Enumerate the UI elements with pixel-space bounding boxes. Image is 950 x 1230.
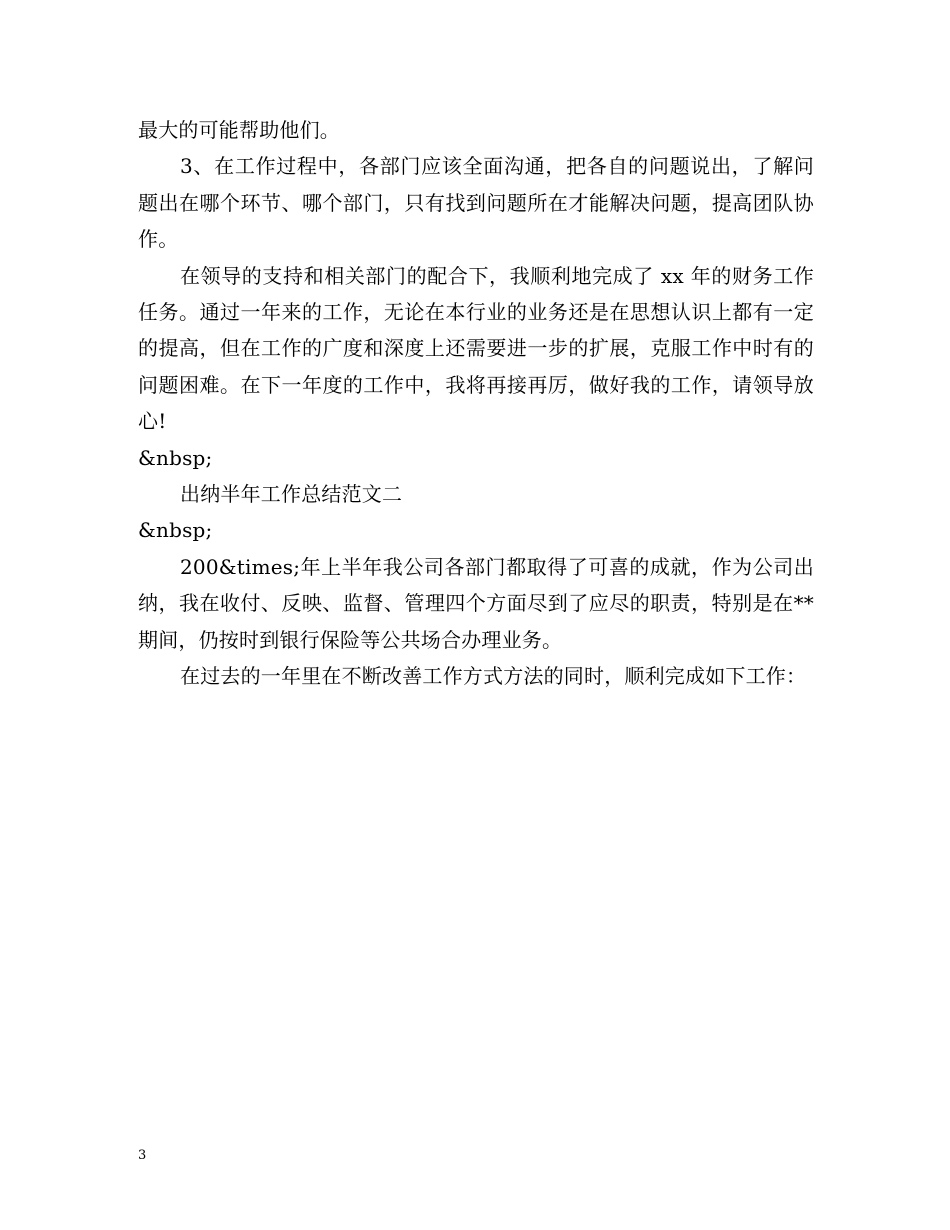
nbsp-line: &nbsp;	[138, 518, 213, 543]
paragraph-item-3: 3、在工作过程中，各部门应该全面沟通，把各自的问题说出，了解问题出在哪个环节、哪个部门，只有找到问题所在才能解决问题，提高团队协作。	[138, 154, 814, 252]
paragraph-continuation: 最大的可能帮助他们。	[138, 118, 340, 142]
paragraph-half-year-summary: 200&times;年上半年我公司各部门都取得了可喜的成就，作为公司出纳，我在收付、反映、监督、管理四个方面尽到了应尽的职责，特别是在**期间，仍按时到银行保险等公共场合办理业务。	[138, 554, 814, 652]
section-title: 出纳半年工作总结范文二	[180, 482, 403, 507]
document-body	[138, 112, 814, 695]
nbsp-line: &nbsp;	[138, 445, 213, 470]
paragraph-conclusion: 在领导的支持和相关部门的配合下，我顺利地完成了 xx 年的财务工作任务。通过一年来的工作，无论在本行业的业务还是在思想认识上都有一定的提高，但在工作的广度和深度上还需要进一步的扩展，克服工作中时有的问题困难。在下一年度的工作中，我将再接再厉，做好我的工作，请领导放心!	[138, 263, 814, 434]
paragraph-work-intro: 在过去的一年里在不断改善工作方式方法的同时，顺利完成如下工作：	[180, 664, 807, 689]
page-number: 3	[138, 1148, 147, 1163]
